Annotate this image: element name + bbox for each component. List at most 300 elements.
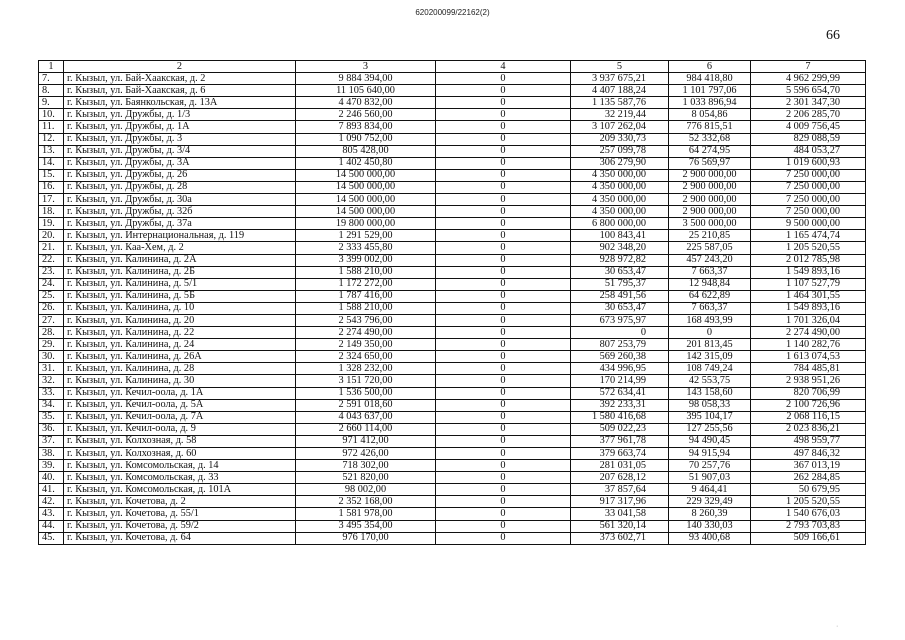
cell-address: г. Кызыл, ул. Бай-Хаакская, д. 2 <box>64 73 296 85</box>
header-cell-1: 1 <box>39 61 64 73</box>
cell-amount-col7: 1 549 893,16 <box>751 266 866 278</box>
table-row <box>39 375 866 387</box>
cell-row-number: 44. <box>39 520 64 532</box>
cell-amount-total: 1 172 272,00 <box>296 278 436 290</box>
cell-address: г. Кызыл, ул. Кочетова, д. 55/1 <box>64 508 296 520</box>
cell-amount-col4: 0 <box>436 169 571 181</box>
cell-amount-col4: 0 <box>436 532 571 544</box>
cell-amount-col4: 0 <box>436 278 571 290</box>
cell-amount-col6: 25 210,85 <box>669 230 751 242</box>
cell-amount-col7: 1 165 474,74 <box>751 230 866 242</box>
cell-address: г. Кызыл, ул. Дружбы, д. 3/4 <box>64 145 296 157</box>
cell-amount-col5: 306 279,90 <box>571 157 669 169</box>
cell-amount-col6: 93 400,68 <box>669 532 751 544</box>
cell-address: г. Кызыл, ул. Кочетова, д. 59/2 <box>64 520 296 532</box>
table-row <box>39 460 866 472</box>
cell-amount-col7: 50 679,95 <box>751 484 866 496</box>
table-row <box>39 351 866 363</box>
cell-amount-total: 3 151 720,00 <box>296 375 436 387</box>
document-id: 620200099/22162(2) <box>415 8 490 17</box>
cell-amount-col4: 0 <box>436 448 571 460</box>
cell-amount-col5: 572 634,41 <box>571 387 669 399</box>
cell-address: г. Кызыл, ул. Дружбы, д. 28 <box>64 181 296 193</box>
cell-amount-col4: 0 <box>436 121 571 133</box>
cell-address: г. Кызыл, ул. Интернациональная, д. 119 <box>64 230 296 242</box>
table-row <box>39 109 866 121</box>
header-cell-2: 2 <box>64 61 296 73</box>
cell-address: г. Кызыл, ул. Кечил-оола, д. 7А <box>64 411 296 423</box>
cell-amount-col6: 2 900 000,00 <box>669 169 751 181</box>
cell-amount-col5: 258 491,56 <box>571 290 669 302</box>
cell-amount-total: 718 302,00 <box>296 460 436 472</box>
cell-row-number: 23. <box>39 266 64 278</box>
cell-amount-col7: 1 549 893,16 <box>751 302 866 314</box>
data-table <box>38 60 866 545</box>
cell-amount-col4: 0 <box>436 387 571 399</box>
cell-amount-col5: 209 330,73 <box>571 133 669 145</box>
table-row <box>39 496 866 508</box>
cell-amount-col5: 3 107 262,04 <box>571 121 669 133</box>
table-row <box>39 339 866 351</box>
table-row <box>39 254 866 266</box>
cell-amount-col4: 0 <box>436 133 571 145</box>
cell-amount-col4: 0 <box>436 266 571 278</box>
cell-amount-total: 2 246 560,00 <box>296 109 436 121</box>
cell-row-number: 32. <box>39 375 64 387</box>
cell-amount-col7: 7 250 000,00 <box>751 206 866 218</box>
cell-amount-col5: 4 350 000,00 <box>571 194 669 206</box>
cell-amount-col5: 373 602,71 <box>571 532 669 544</box>
table-row <box>39 206 866 218</box>
cell-address: г. Кызыл, ул. Кочетова, д. 2 <box>64 496 296 508</box>
cell-amount-total: 2 274 490,00 <box>296 327 436 339</box>
cell-amount-total: 1 536 500,00 <box>296 387 436 399</box>
cell-amount-col5: 4 407 188,24 <box>571 85 669 97</box>
table-row <box>39 435 866 447</box>
cell-address: г. Кызыл, ул. Дружбы, д. 32б <box>64 206 296 218</box>
cell-amount-col4: 0 <box>436 375 571 387</box>
cell-address: г. Кызыл, ул. Кечил-оола, д. 1А <box>64 387 296 399</box>
cell-amount-col7: 9 500 000,00 <box>751 218 866 230</box>
cell-address: г. Кызыл, ул. Дружбы, д. 30а <box>64 194 296 206</box>
cell-amount-col6: 127 255,56 <box>669 423 751 435</box>
cell-row-number: 11. <box>39 121 64 133</box>
cell-amount-col5: 6 800 000,00 <box>571 218 669 230</box>
table-row <box>39 157 866 169</box>
cell-amount-col4: 0 <box>436 230 571 242</box>
cell-amount-total: 972 426,00 <box>296 448 436 460</box>
cell-row-number: 43. <box>39 508 64 520</box>
cell-amount-col7: 1 613 074,53 <box>751 351 866 363</box>
cell-amount-col4: 0 <box>436 411 571 423</box>
cell-amount-total: 2 591 018,60 <box>296 399 436 411</box>
cell-amount-col4: 0 <box>436 339 571 351</box>
cell-amount-col4: 0 <box>436 206 571 218</box>
cell-address: г. Кызыл, ул. Бай-Хаакская, д. 6 <box>64 85 296 97</box>
cell-amount-col5: 1 580 416,68 <box>571 411 669 423</box>
cell-amount-col4: 0 <box>436 73 571 85</box>
cell-amount-col6: 1 033 896,94 <box>669 97 751 109</box>
table-row <box>39 242 866 254</box>
cell-address: г. Кызыл, ул. Калинина, д. 20 <box>64 314 296 326</box>
cell-amount-col4: 0 <box>436 496 571 508</box>
cell-amount-col5: 207 628,12 <box>571 472 669 484</box>
cell-row-number: 25. <box>39 290 64 302</box>
cell-amount-total: 19 800 000,00 <box>296 218 436 230</box>
table-row <box>39 302 866 314</box>
cell-amount-col7: 498 959,77 <box>751 435 866 447</box>
table-row <box>39 520 866 532</box>
cell-amount-col4: 0 <box>436 460 571 472</box>
cell-amount-col7: 484 053,27 <box>751 145 866 157</box>
cell-address: г. Кызыл, ул. Дружбы, д. 3 <box>64 133 296 145</box>
cell-amount-col5: 100 843,41 <box>571 230 669 242</box>
cell-amount-col5: 379 663,74 <box>571 448 669 460</box>
cell-amount-col4: 0 <box>436 314 571 326</box>
cell-address: г. Кызыл, ул. Калинина, д. 30 <box>64 375 296 387</box>
cell-row-number: 9. <box>39 97 64 109</box>
cell-address: г. Кызыл, ул. Кочетова, д. 64 <box>64 532 296 544</box>
cell-amount-col5: 377 961,78 <box>571 435 669 447</box>
cell-amount-col4: 0 <box>436 351 571 363</box>
cell-row-number: 20. <box>39 230 64 242</box>
cell-amount-col6: 2 900 000,00 <box>669 206 751 218</box>
cell-amount-col7: 1 107 527,79 <box>751 278 866 290</box>
cell-amount-col6: 0 <box>669 327 751 339</box>
cell-amount-col7: 7 250 000,00 <box>751 169 866 181</box>
cell-amount-col5: 3 937 675,21 <box>571 73 669 85</box>
table-row <box>39 145 866 157</box>
header-cell-4: 4 <box>436 61 571 73</box>
table-row <box>39 411 866 423</box>
cell-amount-total: 1 581 978,00 <box>296 508 436 520</box>
cell-amount-col6: 2 900 000,00 <box>669 194 751 206</box>
cell-amount-col7: 820 706,99 <box>751 387 866 399</box>
cell-amount-col5: 509 022,23 <box>571 423 669 435</box>
table-row <box>39 121 866 133</box>
cell-row-number: 40. <box>39 472 64 484</box>
cell-amount-col5: 1 135 587,76 <box>571 97 669 109</box>
cell-amount-col5: 928 972,82 <box>571 254 669 266</box>
cell-amount-col6: 94 915,94 <box>669 448 751 460</box>
cell-amount-total: 3 399 002,00 <box>296 254 436 266</box>
cell-row-number: 12. <box>39 133 64 145</box>
cell-address: г. Кызыл, ул. Калинина, д. 10 <box>64 302 296 314</box>
cell-row-number: 24. <box>39 278 64 290</box>
cell-amount-col6: 225 587,05 <box>669 242 751 254</box>
cell-amount-col7: 2 274 490,00 <box>751 327 866 339</box>
cell-amount-total: 11 105 640,00 <box>296 85 436 97</box>
cell-amount-total: 2 324 650,00 <box>296 351 436 363</box>
cell-row-number: 21. <box>39 242 64 254</box>
cell-amount-col7: 367 013,19 <box>751 460 866 472</box>
cell-amount-col4: 0 <box>436 145 571 157</box>
cell-amount-col5: 37 857,64 <box>571 484 669 496</box>
cell-amount-col7: 262 284,85 <box>751 472 866 484</box>
cell-amount-col7: 2 206 285,70 <box>751 109 866 121</box>
cell-amount-total: 1 402 450,80 <box>296 157 436 169</box>
cell-address: г. Кызыл, ул. Калинина, д. 5Б <box>64 290 296 302</box>
cell-amount-col7: 1 540 676,03 <box>751 508 866 520</box>
cell-amount-col7: 1 140 282,76 <box>751 339 866 351</box>
cell-amount-col5: 257 099,78 <box>571 145 669 157</box>
cell-amount-col5: 30 653,47 <box>571 266 669 278</box>
cell-amount-col6: 8 054,86 <box>669 109 751 121</box>
cell-amount-col4: 0 <box>436 290 571 302</box>
cell-amount-col5: 434 996,95 <box>571 363 669 375</box>
header-cell-3: 3 <box>296 61 436 73</box>
cell-address: г. Кызыл, ул. Кечил-оола, д. 9 <box>64 423 296 435</box>
cell-amount-col6: 64 622,89 <box>669 290 751 302</box>
cell-amount-col6: 3 500 000,00 <box>669 218 751 230</box>
cell-address: г. Кызыл, ул. Калинина, д. 24 <box>64 339 296 351</box>
table-row <box>39 448 866 460</box>
cell-row-number: 29. <box>39 339 64 351</box>
cell-amount-col6: 76 569,97 <box>669 157 751 169</box>
cell-address: г. Кызыл, ул. Калинина, д. 26А <box>64 351 296 363</box>
cell-amount-total: 3 495 354,00 <box>296 520 436 532</box>
header-row <box>39 61 866 73</box>
cell-amount-total: 521 820,00 <box>296 472 436 484</box>
cell-row-number: 28. <box>39 327 64 339</box>
cell-row-number: 33. <box>39 387 64 399</box>
cell-amount-col4: 0 <box>436 508 571 520</box>
table-row <box>39 508 866 520</box>
cell-address: г. Кызыл, ул. Комсомольская, д. 101А <box>64 484 296 496</box>
cell-amount-col6: 70 257,76 <box>669 460 751 472</box>
table-row <box>39 194 866 206</box>
cell-address: г. Кызыл, ул. Дружбы, д. 26 <box>64 169 296 181</box>
cell-amount-col5: 569 260,38 <box>571 351 669 363</box>
cell-amount-col6: 142 315,09 <box>669 351 751 363</box>
cell-amount-col5: 170 214,99 <box>571 375 669 387</box>
cell-amount-col4: 0 <box>436 423 571 435</box>
table-row <box>39 181 866 193</box>
cell-amount-col7: 4 962 299,99 <box>751 73 866 85</box>
cell-amount-col6: 52 332,68 <box>669 133 751 145</box>
cell-amount-total: 4 470 832,00 <box>296 97 436 109</box>
cell-address: г. Кызыл, ул. Колхозная, д. 60 <box>64 448 296 460</box>
cell-amount-col6: 2 900 000,00 <box>669 181 751 193</box>
cell-amount-col7: 2 012 785,98 <box>751 254 866 266</box>
cell-amount-total: 976 170,00 <box>296 532 436 544</box>
cell-amount-col5: 33 041,58 <box>571 508 669 520</box>
cell-amount-col5: 392 233,31 <box>571 399 669 411</box>
cell-address: г. Кызыл, ул. Колхозная, д. 58 <box>64 435 296 447</box>
cell-amount-col7: 2 100 726,96 <box>751 399 866 411</box>
cell-amount-total: 805 428,00 <box>296 145 436 157</box>
cell-amount-col6: 1 101 797,06 <box>669 85 751 97</box>
cell-amount-total: 14 500 000,00 <box>296 194 436 206</box>
cell-amount-col6: 42 553,75 <box>669 375 751 387</box>
cell-amount-col5: 673 975,97 <box>571 314 669 326</box>
table-row <box>39 472 866 484</box>
cell-amount-total: 9 884 394,00 <box>296 73 436 85</box>
cell-row-number: 39. <box>39 460 64 472</box>
table-row <box>39 532 866 544</box>
cell-address: г. Кызыл, ул. Калинина, д. 22 <box>64 327 296 339</box>
cell-address: г. Кызыл, ул. Дружбы, д. 1/3 <box>64 109 296 121</box>
cell-row-number: 34. <box>39 399 64 411</box>
cell-amount-col5: 30 653,47 <box>571 302 669 314</box>
cell-row-number: 18. <box>39 206 64 218</box>
cell-amount-total: 1 787 416,00 <box>296 290 436 302</box>
cell-row-number: 14. <box>39 157 64 169</box>
cell-amount-total: 2 333 455,80 <box>296 242 436 254</box>
cell-amount-total: 1 090 752,00 <box>296 133 436 145</box>
cell-row-number: 8. <box>39 85 64 97</box>
cell-amount-col7: 1 019 600,93 <box>751 157 866 169</box>
cell-row-number: 10. <box>39 109 64 121</box>
cell-row-number: 13. <box>39 145 64 157</box>
cell-amount-col6: 143 158,60 <box>669 387 751 399</box>
cell-amount-col6: 395 104,17 <box>669 411 751 423</box>
cell-row-number: 16. <box>39 181 64 193</box>
cell-amount-col6: 108 749,24 <box>669 363 751 375</box>
cell-amount-col7: 1 701 326,04 <box>751 314 866 326</box>
table-row <box>39 387 866 399</box>
cell-amount-col6: 12 948,84 <box>669 278 751 290</box>
table-row <box>39 484 866 496</box>
cell-amount-col4: 0 <box>436 484 571 496</box>
cell-address: г. Кызыл, ул. Дружбы, д. 1А <box>64 121 296 133</box>
table-header <box>39 61 866 73</box>
cell-amount-total: 1 588 210,00 <box>296 266 436 278</box>
cell-amount-col7: 2 938 951,26 <box>751 375 866 387</box>
cell-amount-col4: 0 <box>436 302 571 314</box>
cell-amount-col7: 784 485,81 <box>751 363 866 375</box>
cell-amount-col4: 0 <box>436 472 571 484</box>
cell-row-number: 7. <box>39 73 64 85</box>
cell-amount-col4: 0 <box>436 109 571 121</box>
cell-row-number: 31. <box>39 363 64 375</box>
cell-amount-col6: 201 813,45 <box>669 339 751 351</box>
cell-amount-col4: 0 <box>436 327 571 339</box>
table-row <box>39 73 866 85</box>
table-row <box>39 97 866 109</box>
cell-address: г. Кызыл, ул. Калинина, д. 28 <box>64 363 296 375</box>
cell-amount-col4: 0 <box>436 181 571 193</box>
table-row <box>39 133 866 145</box>
cell-amount-col7: 7 250 000,00 <box>751 181 866 193</box>
cell-row-number: 26. <box>39 302 64 314</box>
cell-address: г. Кызыл, ул. Калинина, д. 2А <box>64 254 296 266</box>
cell-amount-col5: 807 253,79 <box>571 339 669 351</box>
cell-address: г. Кызыл, ул. Калинина, д. 2Б <box>64 266 296 278</box>
table-row <box>39 85 866 97</box>
table-body <box>39 73 866 545</box>
cell-amount-col4: 0 <box>436 218 571 230</box>
cell-amount-total: 2 352 168,00 <box>296 496 436 508</box>
cell-amount-col4: 0 <box>436 97 571 109</box>
cell-amount-col5: 51 795,37 <box>571 278 669 290</box>
cell-address: г. Кызыл, ул. Кечил-оола, д. 5А <box>64 399 296 411</box>
cell-amount-col7: 1 464 301,55 <box>751 290 866 302</box>
corner-mark: · <box>836 623 839 630</box>
cell-amount-col6: 7 663,37 <box>669 302 751 314</box>
cell-row-number: 17. <box>39 194 64 206</box>
table-row <box>39 399 866 411</box>
cell-row-number: 41. <box>39 484 64 496</box>
cell-amount-col6: 64 274,95 <box>669 145 751 157</box>
table-row <box>39 314 866 326</box>
cell-amount-col6: 457 243,20 <box>669 254 751 266</box>
cell-address: г. Кызыл, ул. Каа-Хем, д. 2 <box>64 242 296 254</box>
cell-amount-col4: 0 <box>436 363 571 375</box>
cell-amount-col6: 94 490,45 <box>669 435 751 447</box>
cell-amount-col7: 5 596 654,70 <box>751 85 866 97</box>
cell-amount-total: 1 291 529,00 <box>296 230 436 242</box>
cell-amount-col6: 7 663,37 <box>669 266 751 278</box>
table-row <box>39 423 866 435</box>
table-row <box>39 218 866 230</box>
cell-amount-col4: 0 <box>436 157 571 169</box>
cell-address: г. Кызыл, ул. Комсомольская, д. 33 <box>64 472 296 484</box>
table-row <box>39 290 866 302</box>
cell-amount-col6: 9 464,41 <box>669 484 751 496</box>
cell-amount-col5: 281 031,05 <box>571 460 669 472</box>
cell-amount-col4: 0 <box>436 399 571 411</box>
cell-amount-total: 2 660 114,00 <box>296 423 436 435</box>
cell-address: г. Кызыл, ул. Баянкольская, д. 13А <box>64 97 296 109</box>
cell-row-number: 37. <box>39 435 64 447</box>
cell-row-number: 35. <box>39 411 64 423</box>
cell-row-number: 38. <box>39 448 64 460</box>
cell-amount-col7: 4 009 756,45 <box>751 121 866 133</box>
cell-amount-col4: 0 <box>436 194 571 206</box>
cell-address: г. Кызыл, ул. Комсомольская, д. 14 <box>64 460 296 472</box>
cell-amount-total: 14 500 000,00 <box>296 169 436 181</box>
cell-amount-col7: 497 846,32 <box>751 448 866 460</box>
cell-amount-col5: 917 317,96 <box>571 496 669 508</box>
cell-row-number: 22. <box>39 254 64 266</box>
cell-amount-total: 1 328 232,00 <box>296 363 436 375</box>
cell-row-number: 42. <box>39 496 64 508</box>
cell-amount-total: 98 002,00 <box>296 484 436 496</box>
cell-row-number: 15. <box>39 169 64 181</box>
cell-amount-total: 7 893 834,00 <box>296 121 436 133</box>
cell-amount-col6: 168 493,99 <box>669 314 751 326</box>
table-row <box>39 278 866 290</box>
table-row <box>39 266 866 278</box>
cell-amount-col4: 0 <box>436 254 571 266</box>
cell-row-number: 36. <box>39 423 64 435</box>
cell-amount-col7: 7 250 000,00 <box>751 194 866 206</box>
cell-amount-col7: 509 166,61 <box>751 532 866 544</box>
cell-amount-col6: 776 815,51 <box>669 121 751 133</box>
table-row <box>39 363 866 375</box>
cell-amount-col6: 8 260,39 <box>669 508 751 520</box>
cell-amount-col6: 229 329,49 <box>669 496 751 508</box>
cell-amount-col5: 32 219,44 <box>571 109 669 121</box>
cell-amount-col4: 0 <box>436 85 571 97</box>
cell-amount-total: 1 588 210,00 <box>296 302 436 314</box>
cell-amount-col4: 0 <box>436 435 571 447</box>
cell-address: г. Кызыл, ул. Дружбы, д. 3А <box>64 157 296 169</box>
cell-row-number: 45. <box>39 532 64 544</box>
cell-amount-col7: 2 793 703,83 <box>751 520 866 532</box>
cell-address: г. Кызыл, ул. Дружбы, д. 37а <box>64 218 296 230</box>
cell-amount-col7: 2 301 347,30 <box>751 97 866 109</box>
header-cell-7: 7 <box>751 61 866 73</box>
cell-amount-col5: 4 350 000,00 <box>571 206 669 218</box>
cell-row-number: 30. <box>39 351 64 363</box>
cell-amount-col6: 984 418,80 <box>669 73 751 85</box>
cell-amount-total: 2 543 796,00 <box>296 314 436 326</box>
cell-amount-col5: 4 350 000,00 <box>571 169 669 181</box>
cell-amount-col7: 1 205 520,55 <box>751 242 866 254</box>
table-row <box>39 169 866 181</box>
